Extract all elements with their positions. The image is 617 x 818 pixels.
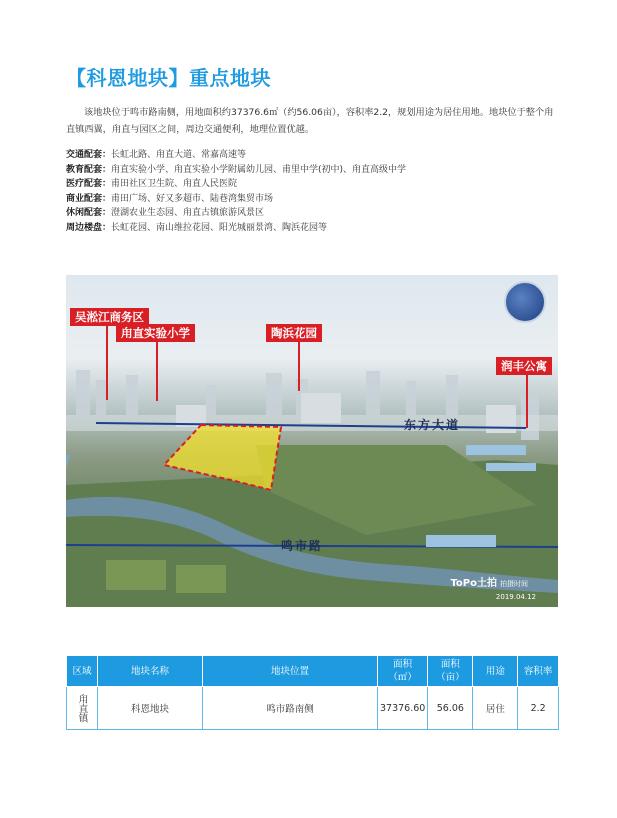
page-title (66, 62, 271, 91)
table-header: 容积率 (518, 656, 559, 687)
pin-taobang (298, 341, 300, 391)
table-header: 地块名称 (98, 656, 203, 687)
facility-value: 长虹北路、甪直大道、常嘉高速等 (111, 150, 247, 160)
intro-paragraph: 该地块位于鸣市路南侧，用地面积约37376.6㎡（约56.06亩），容积率2.2，规划用途为居住用地。地块位于整个甪直镇西翼，甪直与园区之间，周边交通便利，地理位置优越。 (66, 107, 554, 135)
table-row (67, 687, 559, 730)
table-header: 面积 （㎡） (378, 656, 428, 687)
parcel-table (66, 655, 559, 730)
table-header: 面积 （亩） (428, 656, 473, 687)
photo-date: 2019.04.12 (495, 593, 536, 601)
compass-icon (504, 281, 546, 323)
table-header: 用途 (473, 656, 518, 687)
table-header-row (67, 656, 559, 687)
facility-key: 休闲配套： (66, 208, 112, 219)
table-cell: 鸣市路南侧 (203, 687, 378, 730)
facility-key: 教育配套： (66, 164, 112, 175)
facility-value: 长虹花园、南山维拉花园、阳光城丽景湾、陶浜花园等 (111, 222, 328, 233)
table-cell: 甪直镇 (67, 687, 98, 730)
brand-subtext: 拍摄时间 (500, 580, 528, 588)
facility-key: 商业配套： (66, 193, 112, 204)
table-cell: 居住 (473, 687, 518, 730)
pin-runfeng (526, 373, 528, 428)
facility-value: 甪直实验小学、甪直实验小学附属幼儿园、甫里中学(初中)、甪直高级中学 (111, 164, 407, 175)
brand-name: ToPo土拍 (450, 578, 497, 589)
pin-wusong (106, 325, 108, 400)
facility-row (66, 148, 566, 163)
table-header: 地块位置 (203, 656, 378, 687)
photo-tag-school: 甪直实验小学 (116, 324, 195, 342)
facility-key: 交通配套： (66, 150, 112, 160)
facility-row (66, 206, 566, 221)
facility-key: 医疗配套： (66, 179, 112, 190)
photo-tag-taobang: 陶浜花园 (266, 324, 322, 342)
table-cell: 37376.60 (378, 687, 428, 730)
table-cell: 科恩地块 (98, 687, 203, 730)
photo-tag-wusong: 吴淞江商务区 (70, 308, 149, 326)
pin-school (156, 341, 158, 401)
facilities-list (66, 148, 566, 236)
facility-value: 甫田社区卫生院、甪直人民医院 (111, 179, 238, 190)
facility-key: 周边楼盘： (66, 222, 112, 233)
road-label-mingshi: 鸣市路 (281, 539, 324, 553)
aerial-photo (66, 275, 558, 607)
road-label-east: 东方大道 (404, 418, 461, 432)
photo-tag-runfeng: 润丰公寓 (496, 357, 552, 375)
table-cell: 2.2 (518, 687, 559, 730)
facility-value: 甫田广场、好又多超市、陆巷湾集贸市场 (111, 193, 274, 204)
facility-value: 澄湖农业生态园、甪直古镇旅游风景区 (111, 208, 265, 219)
table-header: 区域 (67, 656, 98, 687)
page-title-rest: 重点地块 (189, 66, 271, 90)
brand-logo (450, 574, 528, 589)
page-title-bracketed: 【科恩地块】 (66, 66, 189, 90)
facility-row (66, 192, 566, 207)
facility-row (66, 163, 566, 178)
facility-row (66, 221, 566, 236)
table-cell: 56.06 (428, 687, 473, 730)
facility-row (66, 177, 566, 192)
